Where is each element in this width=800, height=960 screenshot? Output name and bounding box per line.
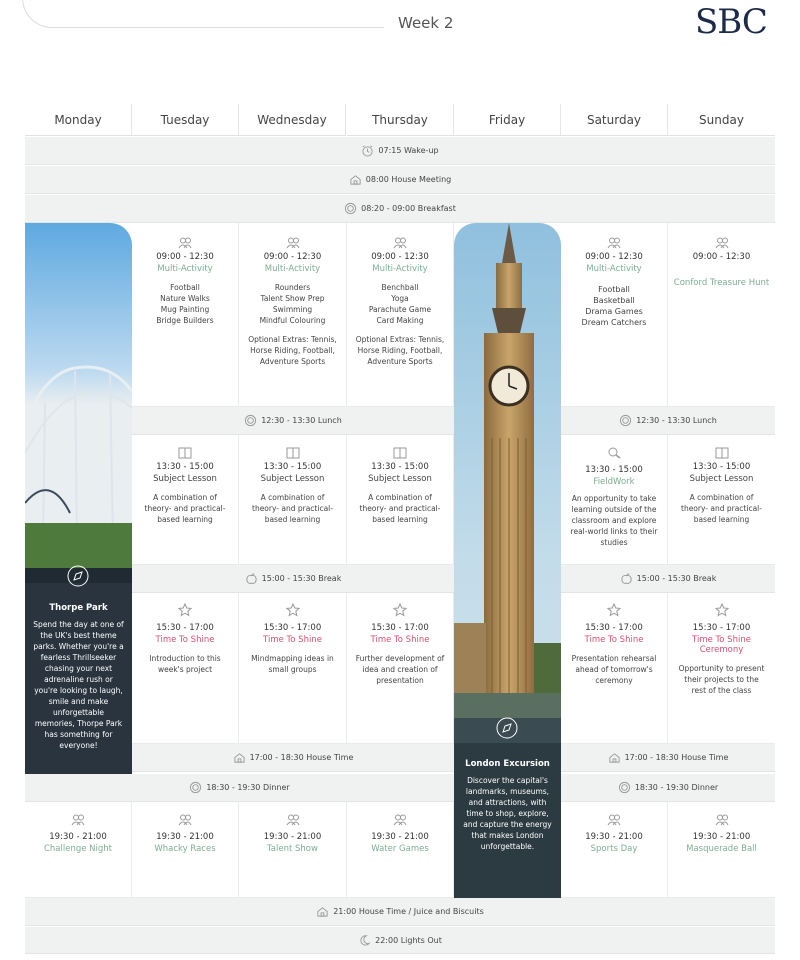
breakfast-bar — [25, 195, 775, 223]
week-label: Week 2 — [398, 14, 454, 32]
sunday-shine-time: 15:30 - 17:00 — [692, 623, 751, 633]
house-time-bar — [561, 744, 775, 772]
sunday-lesson-desc: A combination of theory- and practical-based learning — [681, 493, 762, 524]
list-item: Drama Games — [585, 307, 643, 316]
wednesday-shine-desc: Mindmapping ideas in small groups — [251, 654, 334, 674]
list-item: Football — [598, 285, 630, 294]
saturday-morning-type: Multi-Activity — [586, 264, 642, 274]
juice-label: 21:00 House Time / Juice and Biscuits — [333, 907, 484, 916]
logo: SBC — [695, 2, 767, 42]
star-icon — [178, 603, 192, 617]
thursday-lesson-desc: A combination of theory- and practical-based learning — [359, 493, 441, 524]
thursday-shine-type: Time To Shine — [370, 635, 430, 645]
wednesday-lesson-time: 13:30 - 15:00 — [263, 462, 322, 472]
people-icon — [178, 814, 192, 826]
tuesday-shine-type: Time To Shine — [155, 635, 215, 645]
day-header-saturday: Saturday — [561, 104, 668, 136]
day-header-monday: Monday — [25, 104, 132, 136]
wednesday-morning-cell — [239, 223, 347, 407]
wednesday-shine-cell — [239, 593, 347, 744]
lunch-label: 12:30 - 13:30 Lunch — [261, 416, 342, 425]
saturday-fieldwork-time: 13:30 - 15:00 — [585, 465, 643, 475]
wednesday-shine-type: Time To Shine — [263, 635, 322, 645]
list-item: Talent Show Prep — [260, 294, 325, 303]
tuesday-morning-cell — [132, 223, 239, 407]
thursday-evening-time: 19:30 - 21:00 — [371, 832, 429, 842]
book-icon — [393, 447, 407, 459]
list-item: Card Making — [376, 316, 424, 325]
list-item: Football — [170, 283, 200, 292]
compass-icon — [67, 565, 89, 587]
thursday-morning-cell — [347, 223, 454, 407]
meeting-label: 08:00 House Meeting — [365, 175, 452, 184]
wednesday-optional-extras: Optional Extras: Tennis, Horse Riding, Football, Adventure Sports — [248, 335, 337, 366]
juice-bar — [25, 898, 775, 926]
star-icon — [286, 603, 300, 617]
house-icon — [608, 751, 621, 764]
people-icon — [71, 814, 85, 826]
list-item: Basketball — [593, 296, 635, 305]
tuesday-lesson-time: 13:30 - 15:00 — [156, 462, 214, 472]
thursday-morning-time: 09:00 - 12:30 — [371, 252, 429, 262]
house-icon — [316, 905, 329, 918]
london-panel — [454, 223, 561, 898]
people-icon — [286, 237, 300, 249]
lunch-bar — [561, 407, 775, 435]
list-item: Mug Painting — [160, 305, 210, 314]
lunch-bar — [132, 407, 454, 435]
lights-out-bar — [25, 927, 775, 954]
wednesday-lesson-type: Subject Lesson — [260, 474, 325, 484]
people-icon — [393, 814, 407, 826]
people-icon — [178, 237, 192, 249]
plate-icon — [618, 781, 631, 794]
tuesday-morning-time: 09:00 - 12:30 — [156, 252, 214, 262]
london-title: London Excursion — [465, 759, 550, 769]
saturday-fieldwork-desc: An opportunity to take learning outside of the classroom and explore real-world links to their studies — [570, 494, 658, 547]
apple-icon — [620, 572, 633, 585]
list-item: Benchball — [381, 283, 419, 292]
alarm-clock-icon — [361, 144, 374, 157]
wednesday-lesson-cell — [239, 435, 347, 565]
people-icon — [607, 814, 621, 826]
star-icon — [393, 603, 407, 617]
meeting-bar — [25, 166, 775, 194]
day-header-thursday: Thursday — [347, 104, 454, 136]
sunday-evening-cell — [668, 802, 775, 898]
book-icon — [286, 447, 300, 459]
break-label: 15:00 - 15:30 Break — [636, 574, 717, 583]
list-item: Mindful Colouring — [259, 316, 326, 325]
saturday-shine-cell — [561, 593, 668, 744]
people-icon — [286, 814, 300, 826]
list-item: Yoga — [391, 294, 409, 303]
magnifier-icon — [607, 447, 621, 459]
list-item: Dream Catchers — [581, 318, 647, 327]
saturday-shine-desc: Presentation rehearsal ahead of tomorrow's ceremony — [571, 654, 657, 685]
dinner-label: 18:30 - 19:30 Dinner — [206, 783, 290, 792]
sunday-lesson-cell — [668, 435, 775, 565]
wednesday-evening-type: Talent Show — [267, 844, 318, 854]
list-item: Rounders — [274, 283, 311, 292]
apple-icon — [245, 572, 258, 585]
breakfast-label: 08:20 - 09:00 Breakfast — [361, 204, 456, 213]
dinner-label: 18:30 - 19:30 Dinner — [634, 783, 719, 792]
tuesday-shine-time: 15:30 - 17:00 — [156, 623, 214, 633]
thorpe-park-title: Thorpe Park — [49, 603, 108, 613]
thorpe-park-desc: Spend the day at one of the UK's best theme parks. Whether you're a fearless Thrillseeker chasing your next adrenaline rush or you're looking to laugh, smile and make unforgettable memories, Thorpe Park has something for everyone! — [33, 620, 124, 750]
saturday-fieldwork-cell — [561, 435, 668, 565]
dinner-bar — [25, 774, 454, 802]
break-label: 15:00 - 15:30 Break — [261, 574, 342, 583]
saturday-morning-time: 09:00 - 12:30 — [585, 252, 643, 262]
header-decoration — [22, 0, 384, 28]
day-header-tuesday: Tuesday — [132, 104, 239, 136]
tuesday-shine-cell — [132, 593, 239, 744]
thursday-lesson-cell — [347, 435, 454, 565]
day-header-sunday: Sunday — [668, 104, 775, 136]
saturday-shine-type: Time To Shine — [584, 635, 644, 645]
thorpe-park-panel — [25, 223, 132, 774]
sunday-evening-time: 19:30 - 21:00 — [692, 832, 751, 842]
people-icon — [715, 814, 729, 826]
saturday-evening-time: 19:30 - 21:00 — [585, 832, 643, 842]
book-icon — [178, 447, 192, 459]
thursday-shine-cell — [347, 593, 454, 744]
timetable — [25, 104, 775, 954]
wednesday-morning-type: Multi-Activity — [264, 264, 321, 274]
sunday-morning-cell — [668, 223, 775, 407]
wakeup-bar — [25, 137, 775, 165]
moon-icon — [358, 934, 371, 947]
tuesday-lesson-type: Subject Lesson — [153, 474, 217, 484]
house-time-bar — [132, 744, 454, 772]
star-icon — [715, 603, 729, 617]
sunday-evening-type: Masquerade Ball — [686, 844, 757, 854]
sunday-shine-type: Time To Shine Ceremony — [692, 635, 751, 655]
tuesday-lesson-cell — [132, 435, 239, 565]
list-item: Parachute Game — [368, 305, 432, 314]
wakeup-label: 07:15 Wake-up — [378, 146, 439, 155]
dinner-bar — [561, 774, 775, 802]
sunday-morning-type: Conford Treasure Hunt — [673, 278, 770, 288]
house-time-label: 17:00 - 18:30 House Time — [249, 753, 354, 762]
sunday-shine-cell — [668, 593, 775, 744]
saturday-morning-cell — [561, 223, 668, 407]
tuesday-evening-type: Whacky Races — [154, 844, 216, 854]
book-icon — [715, 447, 729, 459]
monday-evening-type: Challenge Night — [43, 844, 113, 854]
thursday-evening-cell — [347, 802, 454, 898]
monday-evening-time: 19:30 - 21:00 — [49, 832, 107, 842]
lights-out-label: 22:00 Lights Out — [375, 935, 442, 945]
sunday-shine-desc: Opportunity to present their projects to the rest of the class — [678, 664, 765, 695]
tuesday-evening-cell — [132, 802, 239, 898]
people-icon — [715, 237, 729, 249]
house-icon — [349, 173, 362, 186]
house-icon — [233, 751, 246, 764]
monday-evening-cell — [25, 802, 132, 898]
day-header-wednesday: Wednesday — [239, 104, 346, 136]
thursday-lesson-time: 13:30 - 15:00 — [371, 462, 429, 472]
saturday-fieldwork-type: FieldWork — [593, 477, 635, 487]
saturday-evening-cell — [561, 802, 668, 898]
saturday-evening-type: Sports Day — [590, 844, 638, 854]
london-desc: Discover the capital's landmarks, museums, and attractions, with time to shop, explore, and capture the energy that makes London unforgettable. — [463, 776, 552, 851]
tuesday-evening-time: 19:30 - 21:00 — [156, 832, 214, 842]
thursday-shine-time: 15:30 - 17:00 — [371, 623, 429, 633]
tuesday-shine-desc: Introduction to this week's project — [149, 654, 221, 674]
people-icon — [607, 237, 621, 249]
tuesday-morning-type: Multi-Activity — [157, 264, 213, 274]
plate-icon — [619, 414, 632, 427]
list-item: Nature Walks — [160, 294, 210, 303]
plate-icon — [189, 781, 202, 794]
sunday-morning-time: 09:00 - 12:30 — [692, 252, 751, 262]
thursday-morning-type: Multi-Activity — [372, 264, 428, 274]
break-bar — [561, 565, 775, 593]
list-item: Bridge Builders — [156, 316, 214, 325]
sunday-lesson-type: Subject Lesson — [689, 474, 754, 484]
tuesday-lesson-desc: A combination of theory- and practical-based learning — [144, 493, 226, 524]
people-icon — [393, 237, 407, 249]
break-bar — [132, 565, 454, 593]
day-header-friday: Friday — [454, 104, 561, 136]
star-icon — [607, 603, 621, 617]
thursday-lesson-type: Subject Lesson — [368, 474, 432, 484]
sunday-lesson-time: 13:30 - 15:00 — [692, 462, 751, 472]
thursday-optional-extras: Optional Extras: Tennis, Horse Riding, Football, Adventure Sports — [355, 335, 445, 366]
wednesday-lesson-desc: A combination of theory- and practical-based learning — [252, 493, 333, 524]
wednesday-evening-time: 19:30 - 21:00 — [263, 832, 322, 842]
compass-icon — [496, 717, 518, 739]
thursday-evening-type: Water Games — [371, 844, 429, 854]
plate-icon — [244, 414, 257, 427]
plate-icon — [344, 202, 357, 215]
wednesday-morning-time: 09:00 - 12:30 — [263, 252, 322, 262]
wednesday-evening-cell — [239, 802, 347, 898]
wednesday-shine-time: 15:30 - 17:00 — [263, 623, 322, 633]
lunch-label: 12:30 - 13:30 Lunch — [636, 416, 717, 425]
saturday-shine-time: 15:30 - 17:00 — [585, 623, 643, 633]
thursday-shine-desc: Further development of idea and creation of presentation — [355, 654, 445, 685]
list-item: Swimming — [272, 305, 313, 314]
house-time-label: 17:00 - 18:30 House Time — [624, 753, 729, 762]
